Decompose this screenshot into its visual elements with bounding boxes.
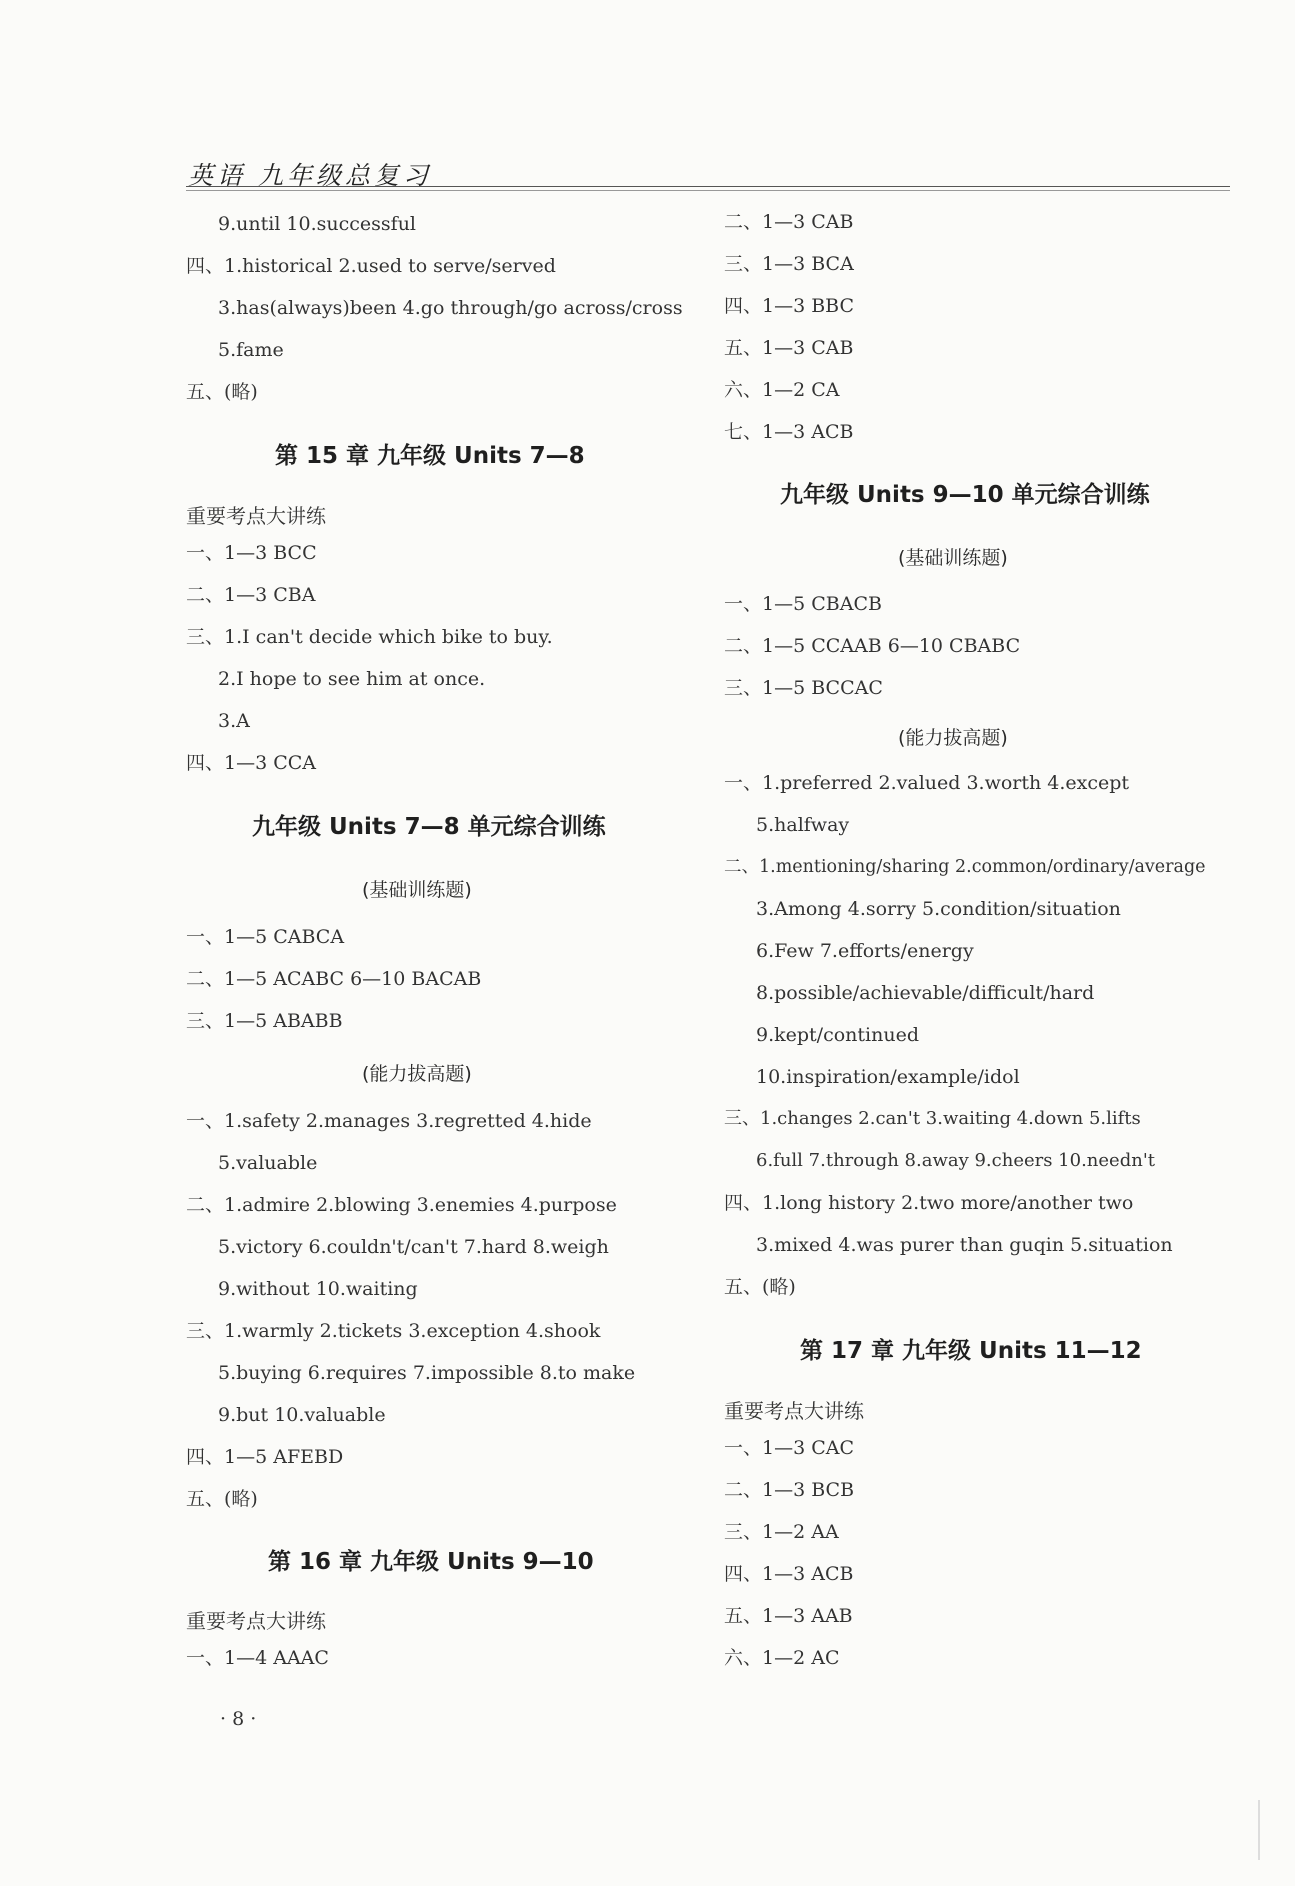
answer-line: 6.Few 7.efforts/energy <box>756 940 974 962</box>
answer-line: 五、(略) <box>186 381 258 403</box>
answer-line: 二、1—5 ACABC 6—10 BACAB <box>186 968 482 990</box>
subsection-basic: (基础训练题) <box>362 879 472 901</box>
answer-line: 二、1.mentioning/sharing 2.common/ordinary/average <box>724 857 1206 877</box>
answer-line: 三、1.warmly 2.tickets 3.exception 4.shook <box>186 1320 601 1342</box>
subsection-advanced: (能力拔高题) <box>898 727 1008 749</box>
page-number: · 8 · <box>220 1708 257 1730</box>
answer-line: 一、1—5 CABCA <box>186 926 345 948</box>
answer-line: 9.but 10.valuable <box>218 1404 386 1426</box>
answer-line: 二、1—3 CAB <box>724 211 854 233</box>
answer-line: 9.until 10.successful <box>218 213 417 235</box>
answer-line: 三、1—5 BCCAC <box>724 677 883 699</box>
units-9-10-review-heading: 九年级 Units 9—10 单元综合训练 <box>780 482 1150 508</box>
subsection-advanced: (能力拔高题) <box>362 1063 472 1085</box>
answer-line: 一、1—3 BCC <box>186 542 317 564</box>
answer-line: 5.buying 6.requires 7.impossible 8.to make <box>218 1362 636 1384</box>
answer-line: 一、1—4 AAAC <box>186 1647 329 1669</box>
section-label: 重要考点大讲练 <box>724 1399 864 1423</box>
answer-line: 9.kept/continued <box>756 1024 919 1046</box>
answer-line: 3.A <box>218 710 250 732</box>
answer-line: 二、1—3 CBA <box>186 584 316 606</box>
chapter-15-heading: 第 15 章 九年级 Units 7—8 <box>275 443 585 469</box>
chapter-17-heading: 第 17 章 九年级 Units 11—12 <box>800 1338 1142 1364</box>
answer-line: 五、(略) <box>724 1276 796 1298</box>
answer-line: 二、1—5 CCAAB 6—10 CBABC <box>724 635 1021 657</box>
answer-line: 5.halfway <box>756 814 850 836</box>
units-7-8-review-heading: 九年级 Units 7—8 单元综合训练 <box>252 814 606 840</box>
answer-line: 二、1—3 BCB <box>724 1479 855 1501</box>
running-header-title: 英语 九年级总复习 <box>188 161 432 190</box>
section-label: 重要考点大讲练 <box>186 1609 326 1633</box>
answer-line: 9.without 10.waiting <box>218 1278 418 1300</box>
answer-line: 五、(略) <box>186 1488 258 1510</box>
section-label: 重要考点大讲练 <box>186 504 326 528</box>
header-divider-thin <box>186 190 1230 191</box>
answer-line: 四、1—5 AFEBD <box>186 1446 344 1468</box>
answer-line: 三、1.changes 2.can't 3.waiting 4.down 5.lifts <box>724 1108 1141 1129</box>
answer-line: 一、1.preferred 2.valued 3.worth 4.except <box>724 772 1130 794</box>
subsection-basic: (基础训练题) <box>898 547 1008 569</box>
scan-artifact <box>1258 1800 1260 1860</box>
answer-line: 2.I hope to see him at once. <box>218 668 486 690</box>
answer-line: 六、1—2 CA <box>724 379 840 401</box>
answer-line: 三、1—5 ABABB <box>186 1010 343 1032</box>
answer-line: 10.inspiration/example/idol <box>756 1066 1020 1088</box>
answer-line: 5.victory 6.couldn't/can't 7.hard 8.weigh <box>218 1236 609 1258</box>
answer-line: 一、1—3 CAC <box>724 1437 855 1459</box>
answer-line: 8.possible/achievable/difficult/hard <box>756 982 1095 1004</box>
answer-line: 三、1—2 AA <box>724 1521 839 1543</box>
answer-line: 3.has(always)been 4.go through/go across/cross <box>218 297 683 319</box>
answer-line: 四、1—3 ACB <box>724 1563 854 1585</box>
answer-line: 5.valuable <box>218 1152 318 1174</box>
answer-line: 一、1.safety 2.manages 3.regretted 4.hide <box>186 1110 592 1132</box>
answer-line: 一、1—5 CBACB <box>724 593 882 615</box>
answer-line: 5.fame <box>218 339 284 361</box>
answer-line: 七、1—3 ACB <box>724 421 854 443</box>
answer-line: 四、1—3 BBC <box>724 295 855 317</box>
answer-line: 三、1.I can't decide which bike to buy. <box>186 626 553 648</box>
answer-line: 四、1—3 CCA <box>186 752 317 774</box>
answer-line: 四、1.long history 2.two more/another two <box>724 1192 1134 1214</box>
answer-line: 五、1—3 AAB <box>724 1605 853 1627</box>
header-divider <box>186 186 1230 187</box>
answer-line: 六、1—2 AC <box>724 1647 840 1669</box>
answer-line: 五、1—3 CAB <box>724 337 854 359</box>
answer-line: 3.Among 4.sorry 5.condition/situation <box>756 898 1121 920</box>
answer-line: 三、1—3 BCA <box>724 253 854 275</box>
answer-line: 四、1.historical 2.used to serve/served <box>186 255 556 277</box>
answer-line: 二、1.admire 2.blowing 3.enemies 4.purpose <box>186 1194 617 1216</box>
chapter-16-heading: 第 16 章 九年级 Units 9—10 <box>268 1549 594 1575</box>
answer-line: 6.full 7.through 8.away 9.cheers 10.needn't <box>756 1150 1156 1171</box>
answer-line: 3.mixed 4.was purer than guqin 5.situation <box>756 1234 1173 1256</box>
